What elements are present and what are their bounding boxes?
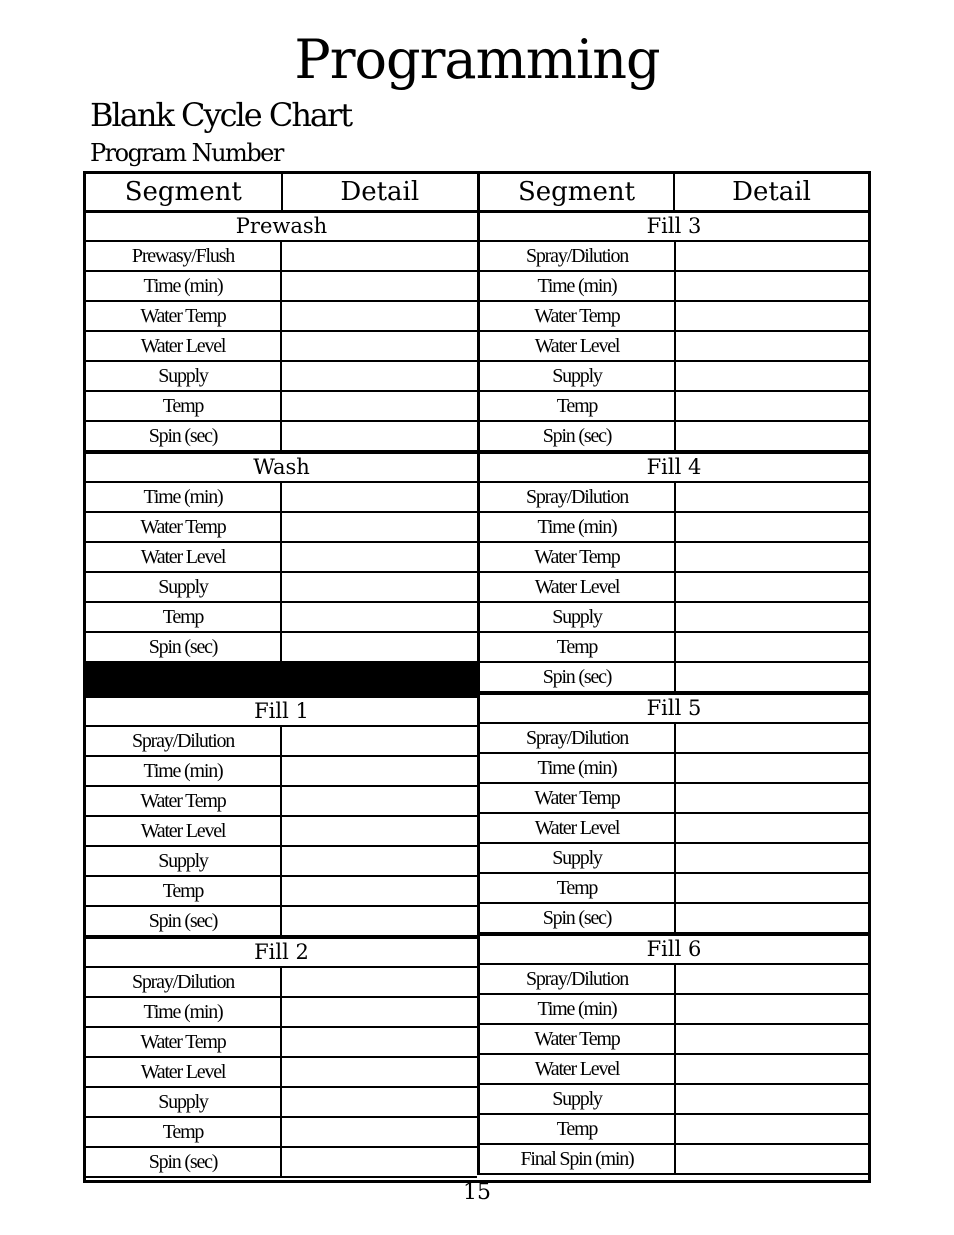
header-segment: Segment xyxy=(517,177,636,207)
detail-cell[interactable] xyxy=(676,362,868,390)
detail-cell[interactable] xyxy=(676,1145,868,1173)
section xyxy=(480,452,868,693)
section xyxy=(480,213,868,452)
detail-cell[interactable] xyxy=(282,1088,477,1116)
segment-label: Prewasy/Flush xyxy=(86,242,282,270)
table-row xyxy=(86,998,477,1028)
detail-cell[interactable] xyxy=(676,513,868,541)
table-row xyxy=(480,904,868,934)
segment-label: Spin (sec) xyxy=(480,904,676,932)
detail-cell[interactable] xyxy=(282,543,477,571)
detail-cell[interactable] xyxy=(282,1148,477,1176)
segment-label: Water Level xyxy=(86,1058,282,1086)
detail-cell[interactable] xyxy=(282,1118,477,1146)
detail-cell[interactable] xyxy=(282,633,477,661)
segment-label: Water Temp xyxy=(480,543,676,571)
section-title: Prewash xyxy=(86,213,477,242)
section xyxy=(86,213,477,452)
detail-cell[interactable] xyxy=(676,844,868,872)
detail-cell[interactable] xyxy=(676,573,868,601)
detail-cell[interactable] xyxy=(676,603,868,631)
table-row xyxy=(86,907,477,937)
segment-label: Spray/Dilution xyxy=(86,968,282,996)
header-detail: Detail xyxy=(281,174,478,210)
table-row xyxy=(480,332,868,362)
table-row xyxy=(86,633,477,663)
detail-cell[interactable] xyxy=(282,302,477,330)
segment-label: Water Temp xyxy=(86,1028,282,1056)
segment-label: Spray/Dilution xyxy=(480,724,676,752)
segment-label: Supply xyxy=(480,1085,676,1113)
table-row xyxy=(480,724,868,754)
table-row xyxy=(86,573,477,603)
detail-cell[interactable] xyxy=(282,422,477,450)
section-title: Fill 5 xyxy=(480,695,868,724)
segment-label: Time (min) xyxy=(480,272,676,300)
table-row xyxy=(480,663,868,693)
segment-label: Water Temp xyxy=(86,787,282,815)
segment-label: Time (min) xyxy=(86,757,282,785)
section xyxy=(86,452,477,663)
segment-label: Water Level xyxy=(86,817,282,845)
detail-cell[interactable] xyxy=(676,302,868,330)
segment-label: Spin (sec) xyxy=(86,907,282,935)
segment-label: Spin (sec) xyxy=(86,1148,282,1176)
table-row xyxy=(86,362,477,392)
header-segment: Segment xyxy=(124,177,242,207)
detail-cell[interactable] xyxy=(676,483,868,511)
section xyxy=(86,696,477,937)
table-row xyxy=(86,332,477,362)
detail-cell[interactable] xyxy=(676,814,868,842)
table-row xyxy=(86,242,477,272)
detail-cell[interactable] xyxy=(676,995,868,1023)
page-title: Programming xyxy=(294,28,660,91)
segment-label: Supply xyxy=(480,603,676,631)
segment-label: Supply xyxy=(480,844,676,872)
right-header xyxy=(480,174,868,213)
detail-cell[interactable] xyxy=(676,904,868,932)
segment-label: Water Level xyxy=(86,332,282,360)
segment-label: Time (min) xyxy=(86,272,282,300)
blacked-out-row xyxy=(86,663,477,696)
table-row xyxy=(86,392,477,422)
table-row xyxy=(480,1115,868,1145)
detail-cell[interactable] xyxy=(676,965,868,993)
table-row xyxy=(86,422,477,452)
detail-cell[interactable] xyxy=(676,1055,868,1083)
detail-cell[interactable] xyxy=(676,1115,868,1143)
segment-label: Water Level xyxy=(86,543,282,571)
table-row xyxy=(480,995,868,1025)
table-row xyxy=(480,483,868,513)
table-row xyxy=(86,757,477,787)
table-row xyxy=(86,483,477,513)
left-body xyxy=(86,213,477,1178)
detail-cell[interactable] xyxy=(282,817,477,845)
segment-label: Time (min) xyxy=(86,998,282,1026)
chart-subtitle: Blank Cycle Chart xyxy=(90,96,352,134)
segment-label: Supply xyxy=(86,573,282,601)
segment-label: Spray/Dilution xyxy=(86,727,282,755)
segment-label: Spin (sec) xyxy=(480,422,676,450)
table-row xyxy=(480,874,868,904)
detail-cell[interactable] xyxy=(282,362,477,390)
segment-label: Time (min) xyxy=(480,995,676,1023)
section xyxy=(480,934,868,1175)
detail-cell[interactable] xyxy=(282,483,477,511)
segment-label: Final Spin (min) xyxy=(480,1145,676,1173)
detail-cell[interactable] xyxy=(676,392,868,420)
page-number: 15 xyxy=(463,1180,491,1205)
section-title: Wash xyxy=(86,454,477,483)
segment-label: Supply xyxy=(86,847,282,875)
detail-cell[interactable] xyxy=(282,998,477,1026)
detail-cell[interactable] xyxy=(282,603,477,631)
detail-cell[interactable] xyxy=(282,332,477,360)
table-row xyxy=(480,242,868,272)
detail-cell[interactable] xyxy=(282,968,477,996)
section-title: Fill 6 xyxy=(480,936,868,965)
header-detail: Detail xyxy=(673,174,868,210)
table-row xyxy=(480,1085,868,1115)
detail-cell[interactable] xyxy=(282,513,477,541)
segment-label: Temp xyxy=(480,633,676,661)
segment-label: Temp xyxy=(480,392,676,420)
cycle-chart-table xyxy=(83,171,871,1183)
detail-cell[interactable] xyxy=(282,1058,477,1086)
detail-cell[interactable] xyxy=(676,724,868,752)
section xyxy=(86,937,477,1178)
table-row xyxy=(480,573,868,603)
detail-cell[interactable] xyxy=(282,877,477,905)
table-row xyxy=(86,1088,477,1118)
segment-label: Supply xyxy=(86,362,282,390)
table-row xyxy=(480,784,868,814)
left-header xyxy=(86,174,477,213)
table-row xyxy=(480,603,868,633)
segment-label: Spin (sec) xyxy=(86,422,282,450)
segment-label: Spray/Dilution xyxy=(480,483,676,511)
segment-label: Spin (sec) xyxy=(480,663,676,691)
table-row xyxy=(86,847,477,877)
detail-cell[interactable] xyxy=(282,392,477,420)
section-title: Fill 4 xyxy=(480,454,868,483)
table-row xyxy=(480,754,868,784)
table-row xyxy=(86,817,477,847)
table-row xyxy=(480,814,868,844)
detail-cell[interactable] xyxy=(676,543,868,571)
segment-label: Temp xyxy=(480,1115,676,1143)
segment-label: Temp xyxy=(480,874,676,902)
detail-cell[interactable] xyxy=(676,1085,868,1113)
segment-label: Water Temp xyxy=(480,1025,676,1053)
section-title: Fill 3 xyxy=(480,213,868,242)
segment-label: Water Level xyxy=(480,332,676,360)
section xyxy=(480,693,868,934)
segment-label: Water Temp xyxy=(86,302,282,330)
detail-cell[interactable] xyxy=(676,1025,868,1053)
segment-label: Spray/Dilution xyxy=(480,965,676,993)
detail-cell[interactable] xyxy=(676,332,868,360)
detail-cell[interactable] xyxy=(282,573,477,601)
segment-label: Temp xyxy=(86,1118,282,1146)
table-row xyxy=(480,513,868,543)
detail-cell[interactable] xyxy=(282,242,477,270)
detail-cell[interactable] xyxy=(282,727,477,755)
table-row xyxy=(480,272,868,302)
table-row xyxy=(86,1118,477,1148)
table-row xyxy=(86,1058,477,1088)
table-row xyxy=(86,1148,477,1178)
detail-cell[interactable] xyxy=(676,784,868,812)
detail-cell[interactable] xyxy=(676,663,868,691)
table-row xyxy=(86,787,477,817)
table-row xyxy=(480,965,868,995)
section-title: Fill 2 xyxy=(86,939,477,968)
detail-cell[interactable] xyxy=(282,1028,477,1056)
section-title: Fill 1 xyxy=(86,698,477,727)
table-row xyxy=(86,968,477,998)
segment-label: Spray/Dilution xyxy=(480,242,676,270)
detail-cell[interactable] xyxy=(282,787,477,815)
left-column xyxy=(86,174,477,1178)
table-row xyxy=(86,272,477,302)
segment-label: Water Temp xyxy=(480,784,676,812)
table-row xyxy=(86,1028,477,1058)
table-row xyxy=(480,1055,868,1085)
segment-label: Spin (sec) xyxy=(86,633,282,661)
segment-label: Time (min) xyxy=(480,513,676,541)
segment-label: Water Level xyxy=(480,573,676,601)
segment-label: Water Level xyxy=(480,814,676,842)
table-row xyxy=(86,513,477,543)
detail-cell[interactable] xyxy=(676,272,868,300)
table-row xyxy=(480,422,868,452)
segment-label: Supply xyxy=(480,362,676,390)
right-column xyxy=(477,174,868,1175)
segment-label: Temp xyxy=(86,603,282,631)
segment-label: Water Level xyxy=(480,1055,676,1083)
program-number-label: Program Number xyxy=(90,139,283,167)
segment-label: Water Temp xyxy=(480,302,676,330)
detail-cell[interactable] xyxy=(282,757,477,785)
detail-cell[interactable] xyxy=(676,422,868,450)
table-row xyxy=(480,633,868,663)
detail-cell[interactable] xyxy=(676,242,868,270)
table-row xyxy=(480,844,868,874)
detail-cell[interactable] xyxy=(676,874,868,902)
segment-label: Time (min) xyxy=(86,483,282,511)
segment-label: Temp xyxy=(86,392,282,420)
detail-cell[interactable] xyxy=(676,633,868,661)
right-body xyxy=(480,213,868,1175)
detail-cell[interactable] xyxy=(676,754,868,782)
table-row xyxy=(480,1145,868,1175)
detail-cell[interactable] xyxy=(282,907,477,935)
table-row xyxy=(86,543,477,573)
table-row xyxy=(86,603,477,633)
segment-label: Temp xyxy=(86,877,282,905)
segment-label: Water Temp xyxy=(86,513,282,541)
detail-cell[interactable] xyxy=(282,272,477,300)
segment-label: Supply xyxy=(86,1088,282,1116)
segment-label: Time (min) xyxy=(480,754,676,782)
table-row xyxy=(480,302,868,332)
table-row xyxy=(86,727,477,757)
detail-cell[interactable] xyxy=(282,847,477,875)
table-row xyxy=(480,1025,868,1055)
table-row xyxy=(480,362,868,392)
table-row xyxy=(86,877,477,907)
table-row xyxy=(86,302,477,332)
table-row xyxy=(480,392,868,422)
table-row xyxy=(480,543,868,573)
